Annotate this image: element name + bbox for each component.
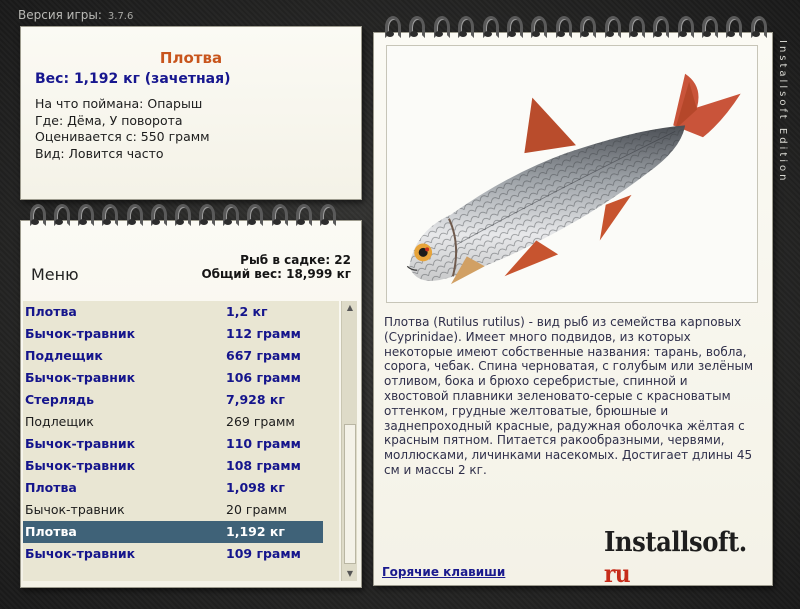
binder-ring-icon [676, 16, 690, 38]
version-label: Версия игры: [18, 8, 102, 22]
fish-photo [386, 45, 758, 303]
binder-ring-icon [221, 204, 235, 226]
binder-ring-icon [318, 204, 332, 226]
catch-row-fish-name: Плотва [25, 304, 77, 319]
catch-list-row[interactable] [23, 543, 323, 565]
binder-ring-icon [245, 204, 259, 226]
catch-row-weight: 1,098 кг [226, 480, 285, 495]
menu-button[interactable]: Меню [31, 265, 79, 284]
binder-ring-icon [432, 16, 446, 38]
catch-stats [201, 253, 351, 281]
catch-row-weight: 106 грамм [226, 370, 301, 385]
binder-ring-icon [76, 204, 90, 226]
binder-ring-icon [554, 16, 568, 38]
catch-list-row[interactable] [23, 499, 323, 521]
logo-main: Installsoft. [604, 527, 747, 558]
catch-list-row[interactable] [23, 433, 323, 455]
binder-ring-icon [28, 204, 42, 226]
catch-row-fish-name: Стерлядь [25, 392, 95, 407]
total-weight: Общий вес: 18,999 кг [201, 267, 351, 281]
catch-row-weight: 1,2 кг [226, 304, 268, 319]
catch-list-row[interactable] [23, 521, 323, 543]
edition-side-text: Installsoft Edition [777, 40, 788, 184]
binder-ring-icon [749, 16, 763, 38]
fish-description: Плотва (Rutilus rutilus) - вид рыб из семейства карповых (Cyprinidae). Имеет много подвидов, из которых некоторые имеют собственные названия: тарань, вобла, сорога, чебак. Спина черноватая, с голубым или зелёным отливом, бока и брюхо серебристые, спинной и хвостовой плавники зеленовато-серые с красноватым оттенком, грудные желтоватые, брюшные и заднепроходный красные, радужная оболочка жёлтая с красным пятном. Питается ракообразными, червями, моллюсками, личинками насекомых. Достигает длины 45 см и массы 2 кг. [384, 315, 754, 477]
binder-ring-icon [481, 16, 495, 38]
catch-list-row[interactable] [23, 367, 323, 389]
catch-row-fish-name: Бычок-травник [25, 326, 136, 341]
binder-ring-icon [700, 16, 714, 38]
catch-min-weight: Оценивается с: 550 грамм [35, 129, 210, 144]
binder-ring-icon [724, 16, 738, 38]
catch-row-weight: 112 грамм [226, 326, 301, 341]
logo-suffix: ru [604, 559, 631, 588]
binder-ring-icon [456, 16, 470, 38]
fish-count: Рыб в садке: 22 [240, 253, 351, 267]
binder-ring-icon [149, 204, 163, 226]
hotkeys-link[interactable]: Горячие клавиши [382, 565, 506, 579]
binder-ring-icon [578, 16, 592, 38]
binder-ring-icon [197, 204, 211, 226]
version-bar [18, 8, 133, 24]
binder-ring-icon [603, 16, 617, 38]
detail-panel-binder-rings [383, 16, 763, 38]
catch-list-row[interactable] [23, 301, 323, 323]
roach-fish-image [387, 46, 757, 302]
catch-row-fish-name: Плотва [25, 480, 77, 495]
catch-list-row[interactable] [23, 477, 323, 499]
binder-ring-icon [383, 16, 397, 38]
catch-row-fish-name: Бычок-травник [25, 436, 136, 451]
catch-row-weight: 7,928 кг [226, 392, 285, 407]
catch-row-weight: 109 грамм [226, 546, 301, 561]
binder-ring-icon [100, 204, 114, 226]
catch-bait: На что поймана: Опарыш [35, 96, 203, 111]
binder-ring-icon [125, 204, 139, 226]
catch-row-fish-name: Бычок-травник [25, 370, 136, 385]
fish-name-title: Плотва [159, 49, 223, 67]
catch-list-row[interactable] [23, 455, 323, 477]
catch-list [23, 301, 339, 581]
fish-weight: Вес: 1,192 кг (зачетная) [35, 71, 231, 87]
scroll-thumb[interactable] [344, 424, 356, 564]
catch-row-fish-name: Бычок-травник [25, 458, 136, 473]
binder-ring-icon [270, 204, 284, 226]
binder-ring-icon [627, 16, 641, 38]
catch-list-row[interactable] [23, 389, 323, 411]
installsoft-logo [604, 527, 755, 589]
catch-list-scrollbar[interactable] [341, 301, 357, 581]
catch-list-row[interactable] [23, 323, 323, 345]
catch-row-fish-name: Бычок-травник [25, 546, 136, 561]
catch-row-weight: 667 грамм [226, 348, 301, 363]
catch-location: Где: Дёма, У поворота [35, 112, 183, 128]
binder-ring-icon [529, 16, 543, 38]
catch-list-panel [20, 220, 362, 588]
binder-ring-icon [52, 204, 66, 226]
catch-panel-binder-rings [28, 204, 332, 226]
catch-row-fish-name: Подлещик [25, 414, 94, 429]
binder-ring-icon [173, 204, 187, 226]
scroll-down-icon[interactable]: ▼ [346, 569, 354, 578]
catch-list-row[interactable] [23, 345, 323, 367]
fish-detail-panel [373, 32, 773, 586]
version-number: 3.7.6 [107, 11, 134, 22]
catch-row-weight: 108 грамм [226, 458, 301, 473]
binder-ring-icon [407, 16, 421, 38]
catch-row-weight: 20 грамм [226, 502, 287, 517]
catch-row-fish-name: Бычок-травник [25, 502, 125, 517]
catch-row-weight: 269 грамм [226, 414, 295, 429]
binder-ring-icon [651, 16, 665, 38]
binder-ring-icon [294, 204, 308, 226]
catch-info-card [20, 26, 362, 200]
binder-ring-icon [505, 16, 519, 38]
catch-row-fish-name: Плотва [25, 524, 77, 539]
catch-list-row[interactable] [23, 411, 323, 433]
scroll-up-icon[interactable]: ▲ [346, 303, 354, 312]
catch-species-rarity: Вид: Ловится часто [35, 145, 164, 161]
catch-row-fish-name: Подлещик [25, 348, 103, 363]
catch-row-weight: 1,192 кг [226, 524, 285, 539]
catch-row-weight: 110 грамм [226, 436, 301, 451]
